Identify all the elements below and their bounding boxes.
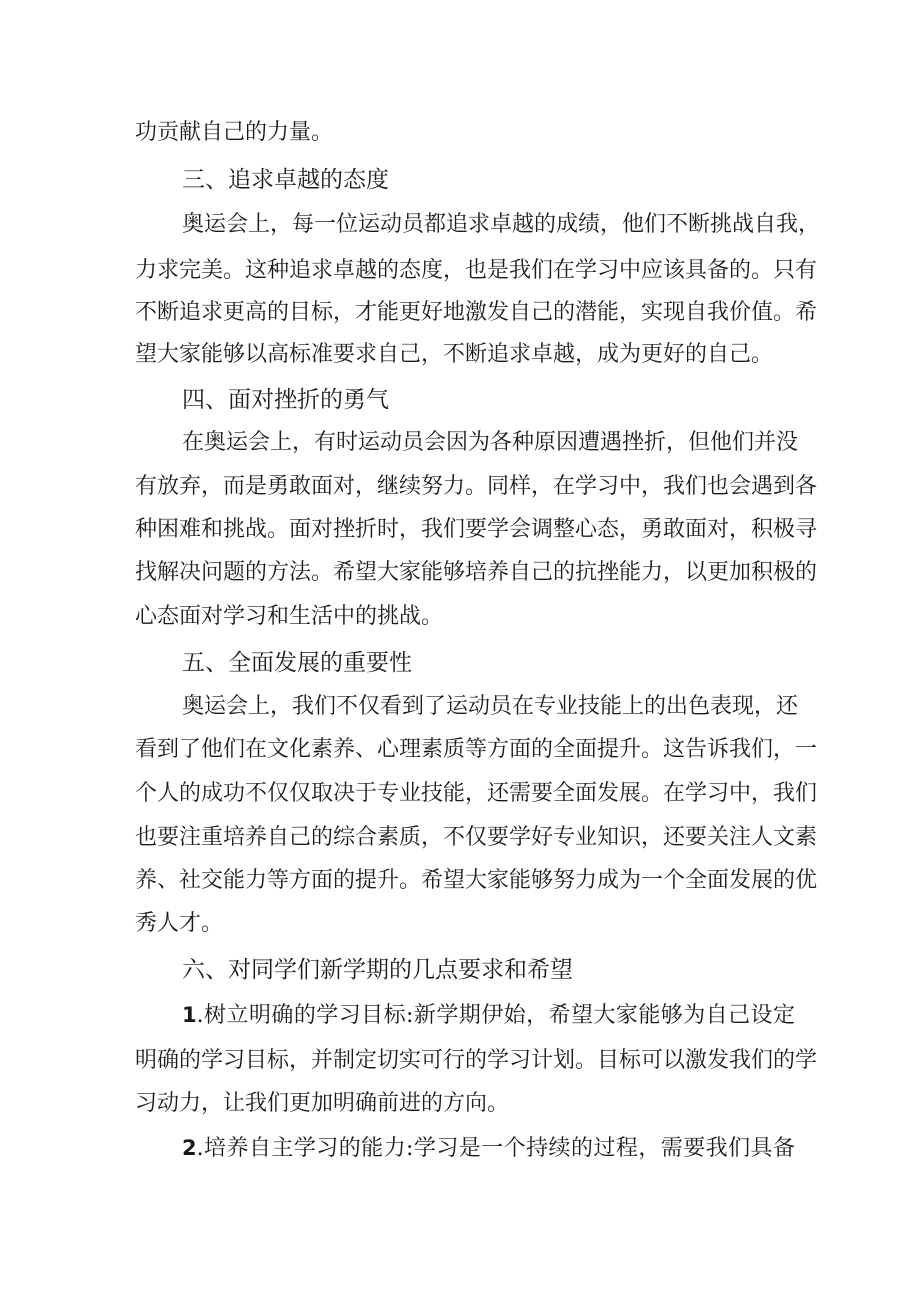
paragraph-line: 种困难和挑战。面对挫折时，我们要学会调整心态，勇敢面对，积极寻 (135, 517, 818, 542)
list-item-2-text: .培养自主学习的能力:学习是一个持续的过程，需要我们具备 (196, 1136, 795, 1161)
list-item-2-line (182, 1133, 795, 1164)
paragraph-line: 看到了他们在文化素养、心理素质等方面的全面提升。这告诉我们，一 (135, 737, 818, 762)
paragraph-line: 奥运会上，我们不仅看到了运动员在专业技能上的出色表现，还 (182, 694, 799, 719)
section-heading-6: 六、对同学们新学期的几点要求和希望 (182, 957, 573, 983)
paragraph-line: 奥运会上，每一位运动员都追求卓越的成绩，他们不断挑战自我， (182, 212, 821, 237)
paragraph-line: 力求完美。这种追求卓越的态度，也是我们在学习中应该具备的。只有 (135, 258, 818, 283)
paragraph-line: 养、社交能力等方面的提升。希望大家能够努力成为一个全面发展的优 (135, 868, 818, 893)
paragraph-line: 也要注重培养自己的综合素质，不仅要学好专业知识，还要关注人文素 (135, 825, 818, 850)
paragraph-line: 找解决问题的方法。希望大家能够培养自己的抗挫能力，以更加积极的 (135, 560, 818, 585)
paragraph-line: 望大家能够以高标准要求自己，不断追求卓越，成为更好的自己。 (135, 342, 774, 367)
paragraph-line: 个人的成功不仅仅取决于专业技能，还需要全面发展。在学习中，我们 (135, 781, 818, 806)
paragraph-line: 功贡献自己的力量。 (135, 120, 334, 145)
list-item-1-line (182, 1000, 795, 1031)
section-heading-3: 三、追求卓越的态度 (182, 167, 389, 193)
paragraph-line: 明确的学习目标，并制定切实可行的学习计划。目标可以激发我们的学 (135, 1048, 818, 1073)
paragraph-line: 有放弃，而是勇敢面对，继续努力。同样，在学习中，我们也会遇到各 (135, 474, 818, 499)
paragraph-line: 秀人才。 (135, 911, 224, 936)
list-number-2: 2 (182, 1136, 197, 1160)
list-number-1: 1 (182, 1003, 197, 1027)
paragraph-line: 不断追求更高的目标，才能更好地激发自己的潜能，实现自我价值。希 (135, 300, 818, 325)
section-heading-5: 五、全面发展的重要性 (182, 650, 412, 676)
list-item-1-text: .树立明确的学习目标:新学期伊始，希望大家能够为自己设定 (196, 1003, 795, 1028)
paragraph-line: 在奥运会上，有时运动员会因为各种原因遭遇挫折，但他们并没 (182, 430, 799, 455)
section-heading-4: 四、面对挫折的勇气 (182, 387, 389, 413)
paragraph-line: 习动力，让我们更加明确前进的方向。 (135, 1091, 510, 1116)
paragraph-line: 心态面对学习和生活中的挑战。 (135, 604, 444, 629)
